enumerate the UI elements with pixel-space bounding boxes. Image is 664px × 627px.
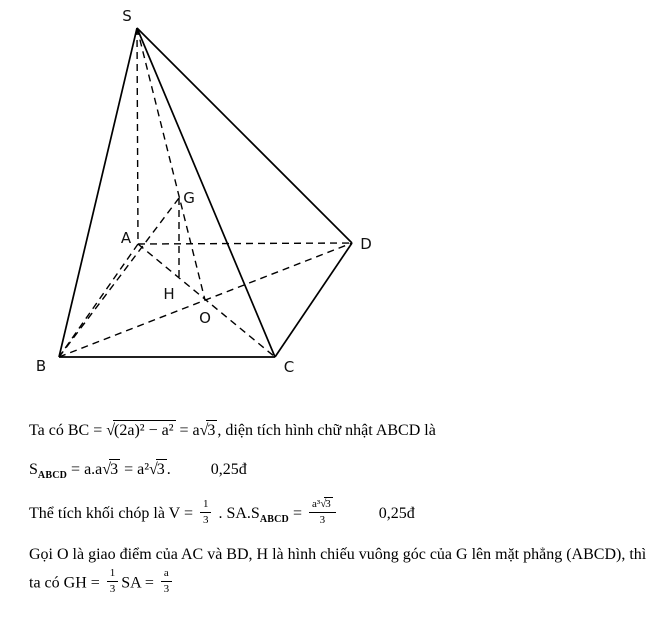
score-mark: 0,25đ	[378, 504, 415, 522]
math-text: 3	[163, 583, 170, 596]
sqrt-expression	[106, 422, 175, 439]
vertex-label-A: A	[120, 229, 132, 247]
sqrt-expression	[320, 498, 333, 510]
denominator	[309, 513, 336, 527]
math-text: = a	[175, 422, 200, 439]
math-text: 3	[319, 514, 326, 527]
fraction	[309, 497, 336, 527]
math-text: SA =	[121, 574, 158, 592]
radical-sign-icon: √	[320, 498, 326, 510]
radicand: 3	[156, 461, 165, 478]
radical-sign-icon: √	[106, 422, 115, 439]
denominator	[107, 582, 119, 596]
radicand: (2a)² − a²	[114, 422, 174, 439]
solution-line-4	[29, 545, 646, 565]
math-text: Thể tích khối chóp là V =	[29, 504, 197, 522]
math-text: =	[288, 504, 306, 522]
fraction	[107, 567, 119, 596]
numerator	[107, 567, 119, 582]
math-text: Ta có BC =	[29, 422, 107, 439]
math-text: .	[166, 461, 171, 478]
math-text: 3	[109, 583, 116, 596]
radicand: 3	[207, 422, 216, 439]
vertex-label-C: C	[283, 358, 295, 376]
math-text: a	[163, 567, 169, 579]
radicand: 3	[325, 498, 331, 510]
radical-sign-icon: √	[102, 461, 111, 478]
math-text: 3	[202, 513, 209, 526]
vertex-label-O: O	[199, 309, 211, 327]
vertex-label-H: H	[163, 285, 175, 303]
math-text: Gọi O là giao điểm của AC và BD, H là hình chiếu vuông góc của G lên mặt phẳng (ABCD), thì	[29, 546, 647, 563]
numerator	[200, 498, 212, 513]
solution-line-1	[29, 420, 436, 441]
numerator	[309, 497, 336, 513]
vertex-label-S: S	[122, 7, 132, 25]
math-text: a³	[312, 498, 321, 510]
math-text: = a.a	[67, 461, 103, 478]
math-text: 1	[202, 497, 209, 510]
radical-sign-icon: √	[199, 422, 208, 439]
radical-sign-icon: √	[148, 461, 157, 478]
math-text: 1	[109, 567, 116, 579]
solution-line-5	[29, 569, 175, 598]
sqrt-expression	[149, 461, 167, 478]
sqrt-expression	[200, 422, 218, 439]
math-text: ta có GH =	[29, 574, 104, 592]
numerator	[161, 567, 172, 582]
fraction	[200, 498, 212, 527]
vertex-label-D: D	[360, 235, 372, 253]
score-mark: 0,25đ	[210, 461, 247, 478]
radicand: 3	[110, 461, 119, 478]
subscripted-symbol: $S_{ABCD}$	[250, 504, 289, 525]
sqrt-expression	[102, 461, 120, 478]
math-text: = a²	[120, 461, 149, 478]
vertex-label-B: B	[35, 357, 47, 375]
solution-line-3	[29, 499, 415, 529]
subscript: ABCD	[37, 470, 68, 481]
denominator	[200, 513, 212, 527]
math-text: . SA.	[214, 504, 251, 522]
vertex-label-G: G	[183, 189, 195, 207]
solution-line-2	[29, 459, 247, 480]
subscript: ABCD	[259, 513, 289, 525]
fraction	[161, 567, 172, 596]
subscripted-symbol: $S_{ABCD}$	[29, 461, 68, 481]
math-text: , diện tích hình chữ nhật ABCD là	[217, 422, 436, 439]
denominator	[161, 582, 172, 596]
